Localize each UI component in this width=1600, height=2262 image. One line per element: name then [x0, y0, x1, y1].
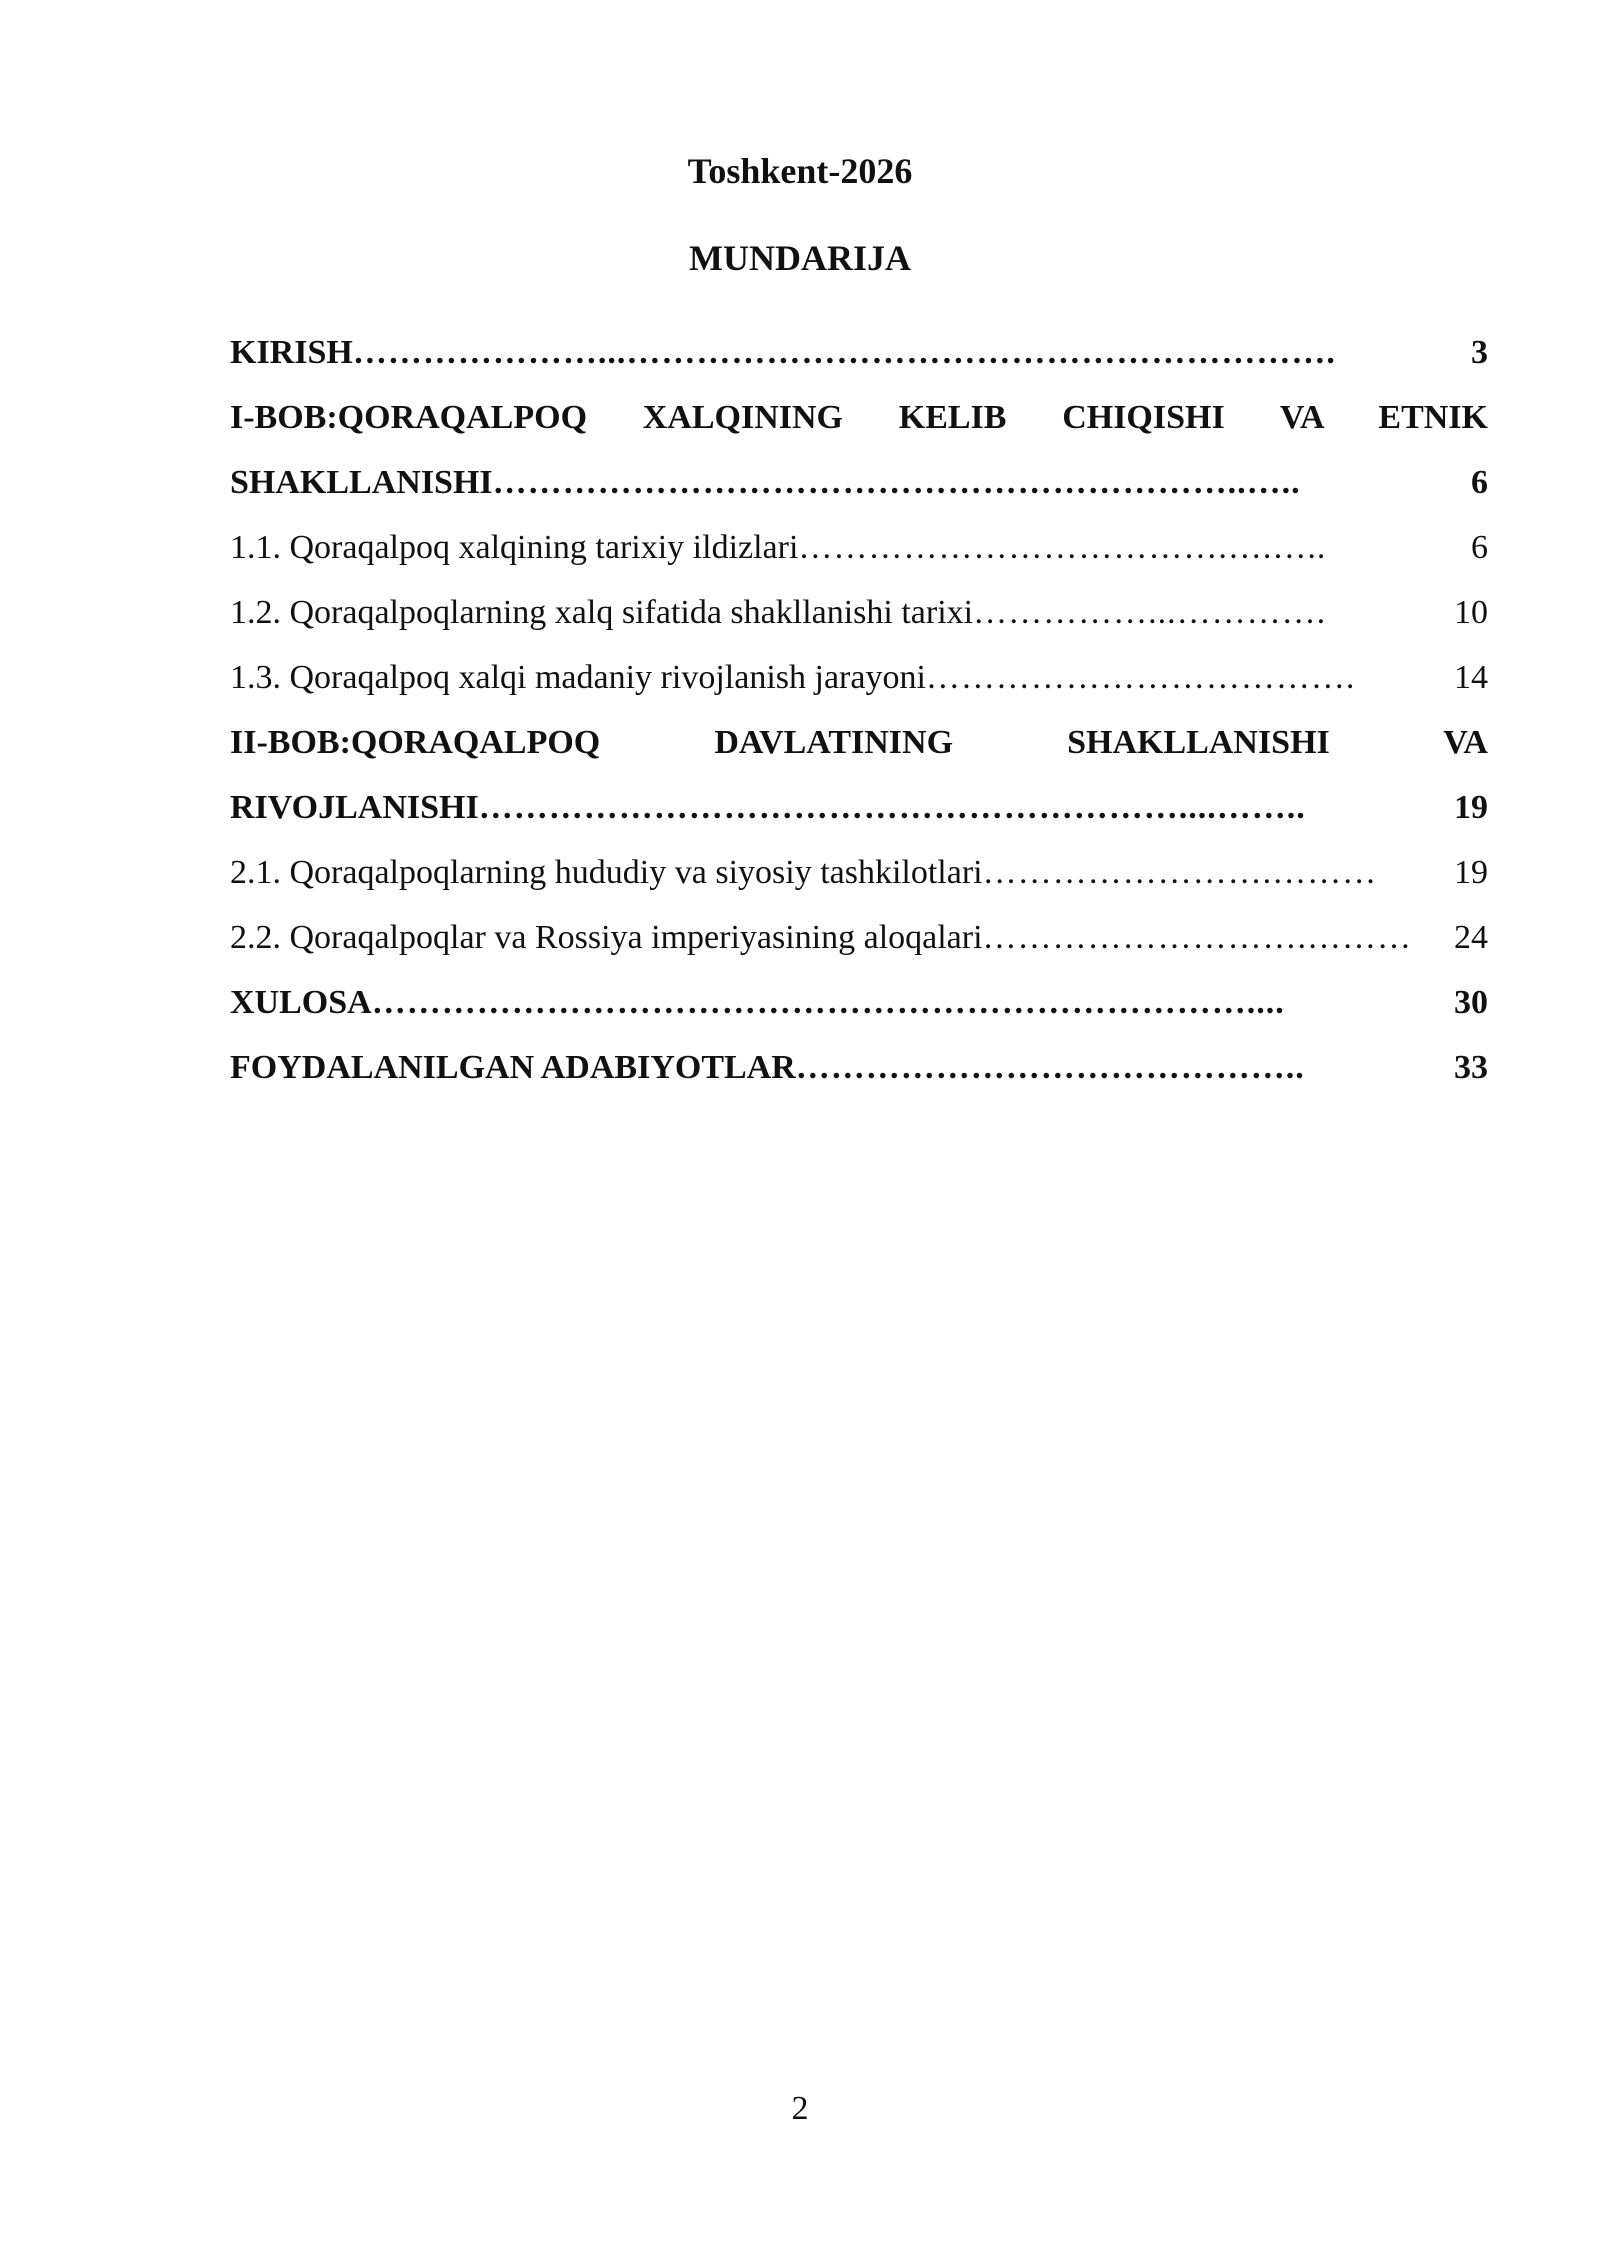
toc-leader-dots: ………………………………. — [925, 659, 1356, 696]
toc-page-number: 10 — [1454, 594, 1488, 631]
toc-entry-kirish[interactable] — [230, 320, 1488, 385]
toc-page-number: 3 — [1471, 334, 1488, 371]
toc-entry-section-1-1[interactable] — [230, 515, 1488, 580]
toc-page-number: 30 — [1454, 984, 1488, 1021]
toc-entry-label: KIRISH — [230, 334, 353, 371]
toc-page-number: 24 — [1454, 919, 1488, 956]
toc-leader-dots: ……………………………….….….. — [798, 529, 1327, 566]
toc-page-number: 19 — [1454, 789, 1488, 826]
toc-entry-chapter-2-title[interactable]: II-BOB:QORAQALPOQ DAVLATINING SHAKLLANISHI VA — [230, 724, 1488, 761]
toc-page-number: 33 — [1454, 1049, 1488, 1086]
toc-entry-label: FOYDALANILGAN ADABIYOTLAR — [230, 1049, 796, 1086]
toc-entry-label: 2.2. Qoraqalpoqlar va Rossiya imperiyasining aloqalari — [230, 919, 983, 956]
table-of-contents-title: MUNDARIJA — [689, 238, 911, 278]
toc-entry-label: 2.1. Qoraqalpoqlarning hududiy va siyosiy tashkilotlari — [230, 854, 983, 891]
toc-page-number: 14 — [1454, 659, 1488, 696]
toc-leader-dots: …………………………………….. — [795, 1049, 1305, 1086]
toc-entry-section-1-2[interactable] — [230, 580, 1488, 645]
toc-leader-dots: ……………………………………………………....…….. — [478, 789, 1306, 826]
toc-leader-dots: ……………………….……… — [982, 919, 1413, 956]
toc-entry-label: 1.1. Qoraqalpoq xalqining tarixiy ildizlari — [230, 529, 799, 566]
toc-leader-dots: …………………...……………………………………………………. — [352, 334, 1336, 371]
toc-entry-label: 1.2. Qoraqalpoqlarning xalq sifatida shakllanishi tarixi — [230, 594, 974, 631]
toc-entry-section-2-1[interactable] — [230, 840, 1488, 905]
toc-entry-label: RIVOJLANISHI — [230, 789, 479, 826]
toc-entry-label: SHAKLLANISHI — [230, 464, 493, 501]
table-of-contents — [230, 320, 1488, 1100]
toc-entry-chapter-1[interactable] — [230, 450, 1488, 515]
toc-page-number: 6 — [1471, 529, 1488, 566]
city-year-heading: Toshkent-2026 — [687, 151, 913, 191]
toc-entry-chapter-2[interactable] — [230, 775, 1488, 840]
page-number: 2 — [791, 2090, 809, 2127]
toc-entry-xulosa[interactable] — [230, 970, 1488, 1035]
toc-entry-label: 1.3. Qoraqalpoq xalqi madaniy rivojlanish jarayoni — [230, 659, 926, 696]
toc-page-number: 19 — [1454, 854, 1488, 891]
toc-leader-dots: ……………...…………. — [973, 594, 1327, 631]
toc-entry-section-2-2[interactable] — [230, 905, 1488, 970]
toc-leader-dots: …………………….……… — [982, 854, 1378, 891]
toc-entry-chapter-1-title[interactable]: I-BOB:QORAQALPOQ XALQINING KELIB CHIQISHI VA ETNIK — [230, 399, 1488, 436]
toc-leader-dots: ………………………………………………………..….. — [492, 464, 1301, 501]
toc-page-number: 6 — [1471, 464, 1488, 501]
toc-entry-label: XULOSA — [230, 984, 372, 1021]
toc-entry-section-1-3[interactable] — [230, 645, 1488, 710]
toc-leader-dots: ………………………………………………………………….... — [371, 984, 1285, 1021]
toc-entry-adabiyotlar[interactable] — [230, 1035, 1488, 1100]
